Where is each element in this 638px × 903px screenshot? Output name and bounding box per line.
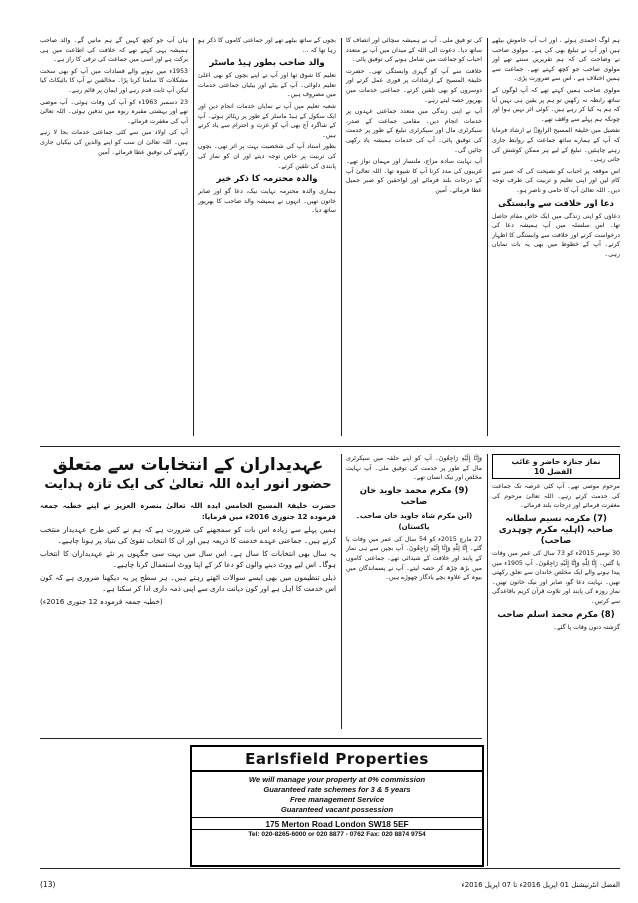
obituary-heading: (9) مکرم محمد جاوید خان صاحب	[359, 485, 469, 507]
top-column-3	[198, 36, 336, 438]
top-column-4	[40, 36, 188, 438]
obituary-heading: (8) مکرم محمد اسلم صاحب	[497, 609, 615, 620]
paragraph: مرحوم موصی تھے۔ آپ کئی عرصہ تک جماعت کی خدمت کرتے رہے۔ اللہ تعالیٰ مرحوم کی مغفرت فرمائے اور درجات بلند فرمائے۔	[492, 483, 620, 510]
paragraph: خلافت سے آپ کو گہری وابستگی تھی۔ حضرت خلیفۃ المسیح کے ارشادات پر فوری عمل کرتے اور دوسروں کو بھی تلقین کرتے۔ جماعتی خدمات میں بھرپور حصہ لیتے رہے۔	[346, 67, 482, 104]
ad-address: 175 Merton Road London SW18 5EF	[192, 817, 482, 829]
ad-phone: Tel: 020-8265-6000 or 020 8877 - 0762 Fax: 020 8874 9754	[192, 829, 482, 838]
paragraph: بچوں کے ساتھ بیٹھے تھے اور جماعتی کاموں کا ذکر ہو رہا تھا کہ ...	[198, 37, 336, 54]
paragraph: وَإِنَّا إِلَيْهِ رَاجِعُونَ۔ آپ کو اپنے حلقہ میں سیکرٹری مال کے طور پر خدمت کی توفیق ملی۔ آپ نہایت مخلص اور نیک انسان تھے۔	[346, 455, 482, 482]
paragraph: شعبہ تعلیم میں آپ نے نمایاں خدمات انجام دیں اور ایک سکول کے ہیڈ ماسٹر کے طور پر ریٹائر ہوئے۔ آپ کے شاگرد آج بھی آپ کو عزت و احترام سے یاد کرتے ہیں۔	[198, 102, 336, 139]
paragraph: آپ کی اولاد میں سے کئی جماعتی خدمات بجا لا رہے ہیں۔ اللہ تعالیٰ ان سب کو اپنے والدین کی نیکیاں جاری رکھنے کی توفیق عطا فرمائے۔ آمین	[40, 129, 188, 156]
paragraph: ہم لوگ احمدی ہوئے ، اور اب آپ خاموش بیٹھے ہیں اور آپ نے تبلیغ بھی کی ہے۔ مولوی صاحب نے وضاحت کی کہ ہم تقریریں سنتے تھے اور مولوی صاحب جو کچھ کہتے تھے۔ جماعت سے ہمیں اختلاف ہے ، اس سے ضرورت پڑی۔	[492, 37, 620, 83]
obituary-subheading: (ابن مکرم شاہ جاوید خان صاحب۔ پاکستان)	[355, 511, 473, 531]
section-heading: والدہ محترمہ کا ذکر خیر	[216, 174, 318, 185]
box-title: نماز جنازہ حاضر و غائب	[511, 457, 601, 466]
paragraph: مولوی صاحب ہمیں کہتے تھے کہ آپ لوگوں کے ساتھ رابطہ نہ رکھیں تو ہم پر یقین ہی نہیں آیا کہ ہم یہ کیا کر رہے ہیں۔ کوئی اثر نہیں ہوا اور چونکہ ہم پہلے سے واقف تھے۔	[492, 86, 620, 123]
box-number: الفضل 10	[534, 466, 572, 476]
top-column-2	[346, 36, 482, 438]
announcement-body	[40, 500, 336, 607]
ad-line: Guaranteed vacant possession	[280, 805, 394, 814]
paragraph: ہاں آپ جو کچھ کہیں گے ہم مانیں گے۔ والد صاحب ہمیشہ یہی کہتے تھے کہ خلافت کی اطاعت میں ہی برکت ہے اور اسی میں جماعت کی ترقی کا راز ہے۔	[40, 37, 188, 64]
column-divider	[487, 38, 488, 436]
column-divider	[341, 454, 342, 729]
obituary-box-heading	[492, 454, 620, 479]
footer-rule	[40, 868, 620, 869]
paragraph: 23 دسمبر 1963ء کو آپ کی وفات ہوئی۔ آپ موصی تھے اور بہشتی مقبرہ ربوہ میں تدفین ہوئی۔ اللہ تعالیٰ آپ کی مغفرت فرمائے۔	[40, 98, 188, 125]
obituary-column-2	[346, 454, 482, 729]
ad-title: Earlsfield Properties	[192, 747, 482, 772]
top-column-1	[492, 36, 620, 438]
paragraph: یہ سال بھی انتخابات کا سال ہے۔ اس سال میں بہت سی جگہوں پر نئے عہدیداران کا انتخاب ہوگا۔ اس لیے ووٹ دینے والوں کو دعا کر کے اپنا ووٹ استعمال کرنا چاہیے۔	[40, 549, 336, 569]
section-divider	[40, 738, 482, 739]
ad-line: Guaranteed rate schemes for 3 & 5 years	[263, 785, 411, 794]
obituary-column	[492, 454, 620, 869]
paragraph: تفصیل میں خلیفۃ المسیح الرابعؒ نے ارشاد فرمایا کہ آپ کے ہمارے ساتھ جماعت کے روابط جاری رہنے چاہئیں۔ تبلیغ کے لیے ہر ممکن کوشش کی جاتی رہی۔	[492, 127, 620, 164]
announcement-subtitle: حضور انور ایدہ اللہ تعالیٰ کی ایک تازہ ہدایت	[44, 477, 332, 492]
paragraph: کی تو فیق ملی۔ آپ نے ہمیشہ سچائی اور انصاف کا ساتھ دیا۔ دعوت الی اللہ کے میدان میں آپ نے متعدد احباب کو جماعت میں شامل ہونے کی توفیق پائی۔	[346, 37, 482, 64]
announcement	[40, 454, 336, 734]
section-divider	[40, 446, 620, 447]
paragraph: آپ نے اپنی زندگی میں متعدد جماعتی عہدوں پر خدمات انجام دیں۔ مقامی جماعت کے صدر، سیکرٹری مال اور سیکرٹری تبلیغ کے طور پر خدمت کی توفیق پائی۔ آپ کی خدمات ہمیشہ یاد رکھی جائیں گی۔	[346, 108, 482, 154]
newspaper-page	[40, 36, 620, 876]
paragraph: اس موقعہ پر احباب کو نصیحت کی کہ صبر سے کام لیں اور اپنی تعلیم و تربیت کی طرف توجہ دیں۔ اللہ تعالیٰ آپ کا حامی و ناصر ہو۔	[492, 167, 620, 194]
announcement-source: (خطبہ جمعہ فرمودہ 12 جنوری 2016ء)	[40, 597, 163, 606]
paragraph: ذیلی تنظیموں میں بھی ایسے سوالات اٹھتے رہتے ہیں۔ ہر سطح پر یہ دیکھنا ضروری ہے کہ کون اس خدمت کا اہل ہے اور کون دیانت داری سے اپنی ذمہ داری ادا کر سکتا ہے۔	[40, 573, 336, 593]
section-heading: والد صاحب بطور ہیڈ ماسٹر	[209, 58, 325, 69]
masthead-footer: الفضل انٹرنیشنل 01 اپریل 2016ء تا 07 اپریل 2016ء	[461, 881, 620, 889]
announcement-intro: حضرت خلیفۃ المسیح الخامس ایدہ اللہ تعالیٰ بنصرہ العزیز نے اپنے خطبہ جمعہ فرمودہ 12 جنوری 2016ء میں فرمایا:	[40, 501, 336, 521]
column-divider	[341, 38, 342, 436]
paragraph: 27 مارچ 2015ء کو 54 سال کی عمر میں وفات پا گئے۔ إِنَّا لِلّٰهِ وَإِنَّا إِلَيْهِ رَاجِعُونَ۔ آپ بچپن سے ہی نماز کے پابند اور خلافت کے شیدائی تھے۔ جماعتی کاموں میں بڑھ چڑھ کر حصہ لیتے۔ آپ نے پسماندگان میں بیوہ کے علاوہ بچے یادگار چھوڑے ہیں۔	[346, 535, 482, 582]
ad-line: Free management Service	[289, 795, 385, 804]
earlsfield-ad	[190, 745, 484, 867]
ad-line: We will manage your property at 0% commission	[248, 775, 426, 784]
section-heading: دعا اور خلافت سے وابستگی	[498, 198, 614, 209]
paragraph: 30 نومبر 2015ء کو 73 سال کی عمر میں وفات پا گئیں۔ إِنَّا لِلّٰهِ وَإِنَّا إِلَيْهِ رَاجِعُونَ۔ آپ 1905ء میں پیدا ہونے والے ایک مخلص خاندان سے تعلق رکھتی تھیں۔ نہایت دعا گو، صابر اور نیک خاتون تھیں۔ نماز روزہ کی پابند اور تلاوت قرآن کریم باقاعدگی سے کرتیں۔	[492, 549, 620, 605]
paragraph: آپ نہایت سادہ مزاج، ملنسار اور مہمان نواز تھے۔ غریبوں کی مدد کرنا آپ کا شیوہ تھا۔ اللہ تعالیٰ آپ کے درجات بلند فرمائے اور لواحقین کو صبر جمیل عطا فرمائے۔ آمین	[346, 158, 482, 194]
announcement-title: عہدیداران کے انتخابات سے متعلق	[52, 455, 324, 475]
paragraph: 1953ء میں ہونے والے فسادات میں آپ کو بھی سخت مشکلات کا سامنا کرنا پڑا۔ مخالفین نے آپ کا بائیکاٹ کیا لیکن آپ ثابت قدم رہے اور ایمان پر قائم رہے۔	[40, 67, 188, 94]
paragraph: گزشتہ دنوں وفات پا گئے۔	[553, 623, 620, 631]
obituary-heading: (7) مکرمہ نسیم سلطانہ صاحبہ (اہلیہ مکرم چوہدری صاحب)	[498, 513, 614, 546]
paragraph: ہماری والدہ محترمہ نہایت نیک، دعا گو اور صابر خاتون تھیں۔ انہوں نے ہمیشہ والد صاحب کا بھرپور ساتھ دیا۔	[198, 188, 336, 215]
paragraph: دعاؤں کو اپنی زندگی میں ایک خاص مقام حاصل تھا۔ اس سلسلہ میں آپ ہمیشہ دعا کی درخواست کرتے اور خلافت سے وابستگی کا اظہار کرتے۔ آپ کے خطوط میں بھی یہ بات نمایاں رہی۔	[492, 212, 620, 258]
paragraph: ہمیں پہلے سے زیادہ اس بات کو سمجھنے کی ضرورت ہے کہ ہم نے کس طرح عہدیدار منتخب کرنے ہیں۔ جماعتی عہدے خدمت کا ذریعہ ہیں اور ان کا انتخاب تقویٰ کی بنیاد پر ہونا چاہیے۔	[40, 525, 336, 545]
column-divider	[487, 454, 488, 866]
column-divider	[193, 38, 194, 436]
paragraph: بطور استاد آپ کی شخصیت بہت پر اثر تھی۔ بچوں کی تربیت پر خاص توجہ دیتے اور ان کو نماز کی پابندی کی تلقین کرتے۔	[198, 143, 336, 170]
paragraph: تعلیم کا شوق تھا اور آپ نے اپنے بچوں کو بھی اعلیٰ تعلیم دلوائی۔ آپ کے بیٹے اور بیٹیاں جماعتی خدمات میں مصروف ہیں۔	[198, 72, 336, 99]
page-number: (13)	[40, 880, 56, 889]
